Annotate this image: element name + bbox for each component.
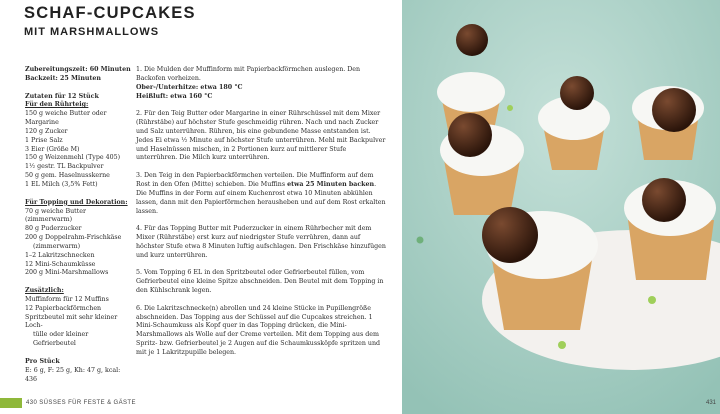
step-1-temp-top-bottom: Ober-/Unterhitze: etwa 180 °C xyxy=(136,83,243,91)
ingredient-item: Spritzbeutel mit sehr kleiner Loch- xyxy=(25,313,118,330)
step-6: 6. Die Lakritzschnecke(n) abrollen und 24 kleine Stücke in Pupillengröße abschneiden. Das Topping aus der Schüssel auf die Cupcakes streichen. 1 Mini-Schaumkuss als Kopf quer in das Topping drücken, die Mini-Marshmallows als Wolle auf der Creme verteilen. Mit dem Topping aus dem Spritz- bzw. Gefrierbeutel je 2 Augen auf die Schaumkussköpfe spritzen und mit je 1 Lakritzpupille belegen. xyxy=(136,304,381,356)
ingredient-item: 80 g Puderzucker xyxy=(25,225,82,233)
ingredients-column xyxy=(25,66,133,393)
nutrition-heading: Pro Stück xyxy=(25,357,60,365)
bake-time: Backzeit: 25 Minuten xyxy=(25,74,101,82)
ingredient-item: 1½ gestr. TL Backpulver xyxy=(25,163,104,171)
prep-time: Zubereitungszeit: 60 Minuten xyxy=(25,66,131,73)
ingredient-item: 70 g weiche Butter (zimmerwarm) xyxy=(25,207,86,224)
step-2: 2. Für den Teig Butter oder Margarine in einer Rührschüssel mit dem Mixer (Rührstäbe) auf höchster Stufe geschmeidig rühren. Nach und nach Zucker und Salz unterrühren. Rühren, bis eine gebundene Masse entstanden ist. Jedes Ei etwa ½ Minute auf höchster Stufe unterrühren. Mehl mit Backpulver und Haselnüssen mischen, in 2 Portionen kurz auf mittlerer Stufe unterrühren. Die Milch kurz unterrühren. xyxy=(136,110,386,162)
sprinkle-decoration xyxy=(507,105,513,111)
ingredient-item: 1 EL Milch (3,5% Fett) xyxy=(25,180,98,188)
ingredient-item: 200 g Doppelrahm-Frischkäse xyxy=(25,234,122,242)
step-5: 5. Vom Topping 6 EL in den Spritzbeutel oder Gefrierbeutel füllen, vom Gefrierbeutel eine kleine Spitze abschneiden. Den Beutel mit dem Topping in den Kühlschrank legen. xyxy=(136,269,384,295)
steps-column xyxy=(136,66,388,367)
cupcake-front-right xyxy=(624,178,716,280)
ingredient-item: 12 Mini-Schaumküsse xyxy=(25,260,96,268)
ingredient-item: tülle oder kleiner Gefrierbeutel xyxy=(33,331,89,348)
recipe-photo xyxy=(402,0,720,414)
step-3-text-b: . Die Muffins in der Form auf einem Kuchenrost etwa 10 Minuten abkühlen lassen, dann mit den Papierförmchen herausheben und auf dem Rost erkalten lassen. xyxy=(136,180,386,215)
dough-heading: Für den Rührteig: xyxy=(25,101,89,109)
recipe-subtitle: MIT MARSHMALLOWS xyxy=(24,26,160,38)
nutrition-block xyxy=(25,358,133,385)
ingredient-item: 3 Eier (Größe M) xyxy=(25,145,80,153)
step-1 xyxy=(136,66,388,101)
step-4: 4. Für das Topping Butter mit Puderzucker in einem Rührbecher mit dem Mixer (Rührstäbe) erst kurz auf niedrigster Stufe verrühren, dann auf höchster Stufe etwa 8 Minuten luftig aufschlagen. Den Frischkäse hinzufügen und kurz unterrühren. xyxy=(136,225,386,259)
topping-block xyxy=(25,199,133,279)
ingredient-item: 50 g gem. Haselnusskerne xyxy=(25,172,110,180)
footer-section-label: 430 SÜSSES FÜR FESTE & GÄSTE xyxy=(26,400,136,406)
recipe-title: SCHAF-CUPCAKES xyxy=(24,4,196,22)
ingredient-item: 200 g Mini-Marshmallows xyxy=(25,269,109,277)
nutrition-values: E: 6 g, F: 25 g, Kh: 47 g, kcal: 436 xyxy=(25,366,121,383)
ingredient-item: 120 g Zucker xyxy=(25,127,68,135)
topping-heading: Für Topping und Dekoration: xyxy=(25,198,128,206)
page-number: 431 xyxy=(705,400,716,406)
ingredient-item: (zimmerwarm) xyxy=(33,242,81,250)
sprinkle-decoration xyxy=(648,296,656,304)
sprinkle-decoration xyxy=(558,341,566,349)
extra-heading: Zusätzlich: xyxy=(25,287,64,295)
time-info xyxy=(25,66,133,84)
ingredient-item: 150 g Weizenmehl (Type 405) xyxy=(25,154,121,162)
step-3-text-a: 3. Den Teig in den Papierbackförmchen verteilen. Die Muffinform auf dem Rost in den Ofen (Mitte) schieben. Die Muffins xyxy=(136,172,374,188)
sheep-cupcakes-photo xyxy=(402,0,720,414)
ingredient-item: 12 Papierbackförmchen xyxy=(25,304,102,312)
footer-accent-bar xyxy=(0,398,22,408)
ingredient-item: 1–2 Lakritzschnecken xyxy=(25,251,95,259)
ingredients-heading: Zutaten für 12 Stück xyxy=(25,92,99,100)
ingredient-item: Muffinform für 12 Muffins xyxy=(25,295,109,303)
ingredient-item: 150 g weiche Butter oder Margarine xyxy=(25,110,107,127)
step-3 xyxy=(136,172,388,216)
ingredients-heading-block xyxy=(25,93,133,190)
sprinkle-decoration xyxy=(417,237,424,244)
ingredient-item: 1 Prise Salz xyxy=(25,136,63,144)
step-3-bold: etwa 25 Minuten backen xyxy=(287,180,375,188)
extra-block xyxy=(25,287,133,349)
step-1-text: 1. Die Mulden der Muffinform mit Papierbackförmchen auslegen. Den Backofen vorheizen. xyxy=(136,66,361,82)
step-1-temp-fan: Heißluft: etwa 160 °C xyxy=(136,92,213,100)
cupcake-back-right xyxy=(632,86,704,160)
